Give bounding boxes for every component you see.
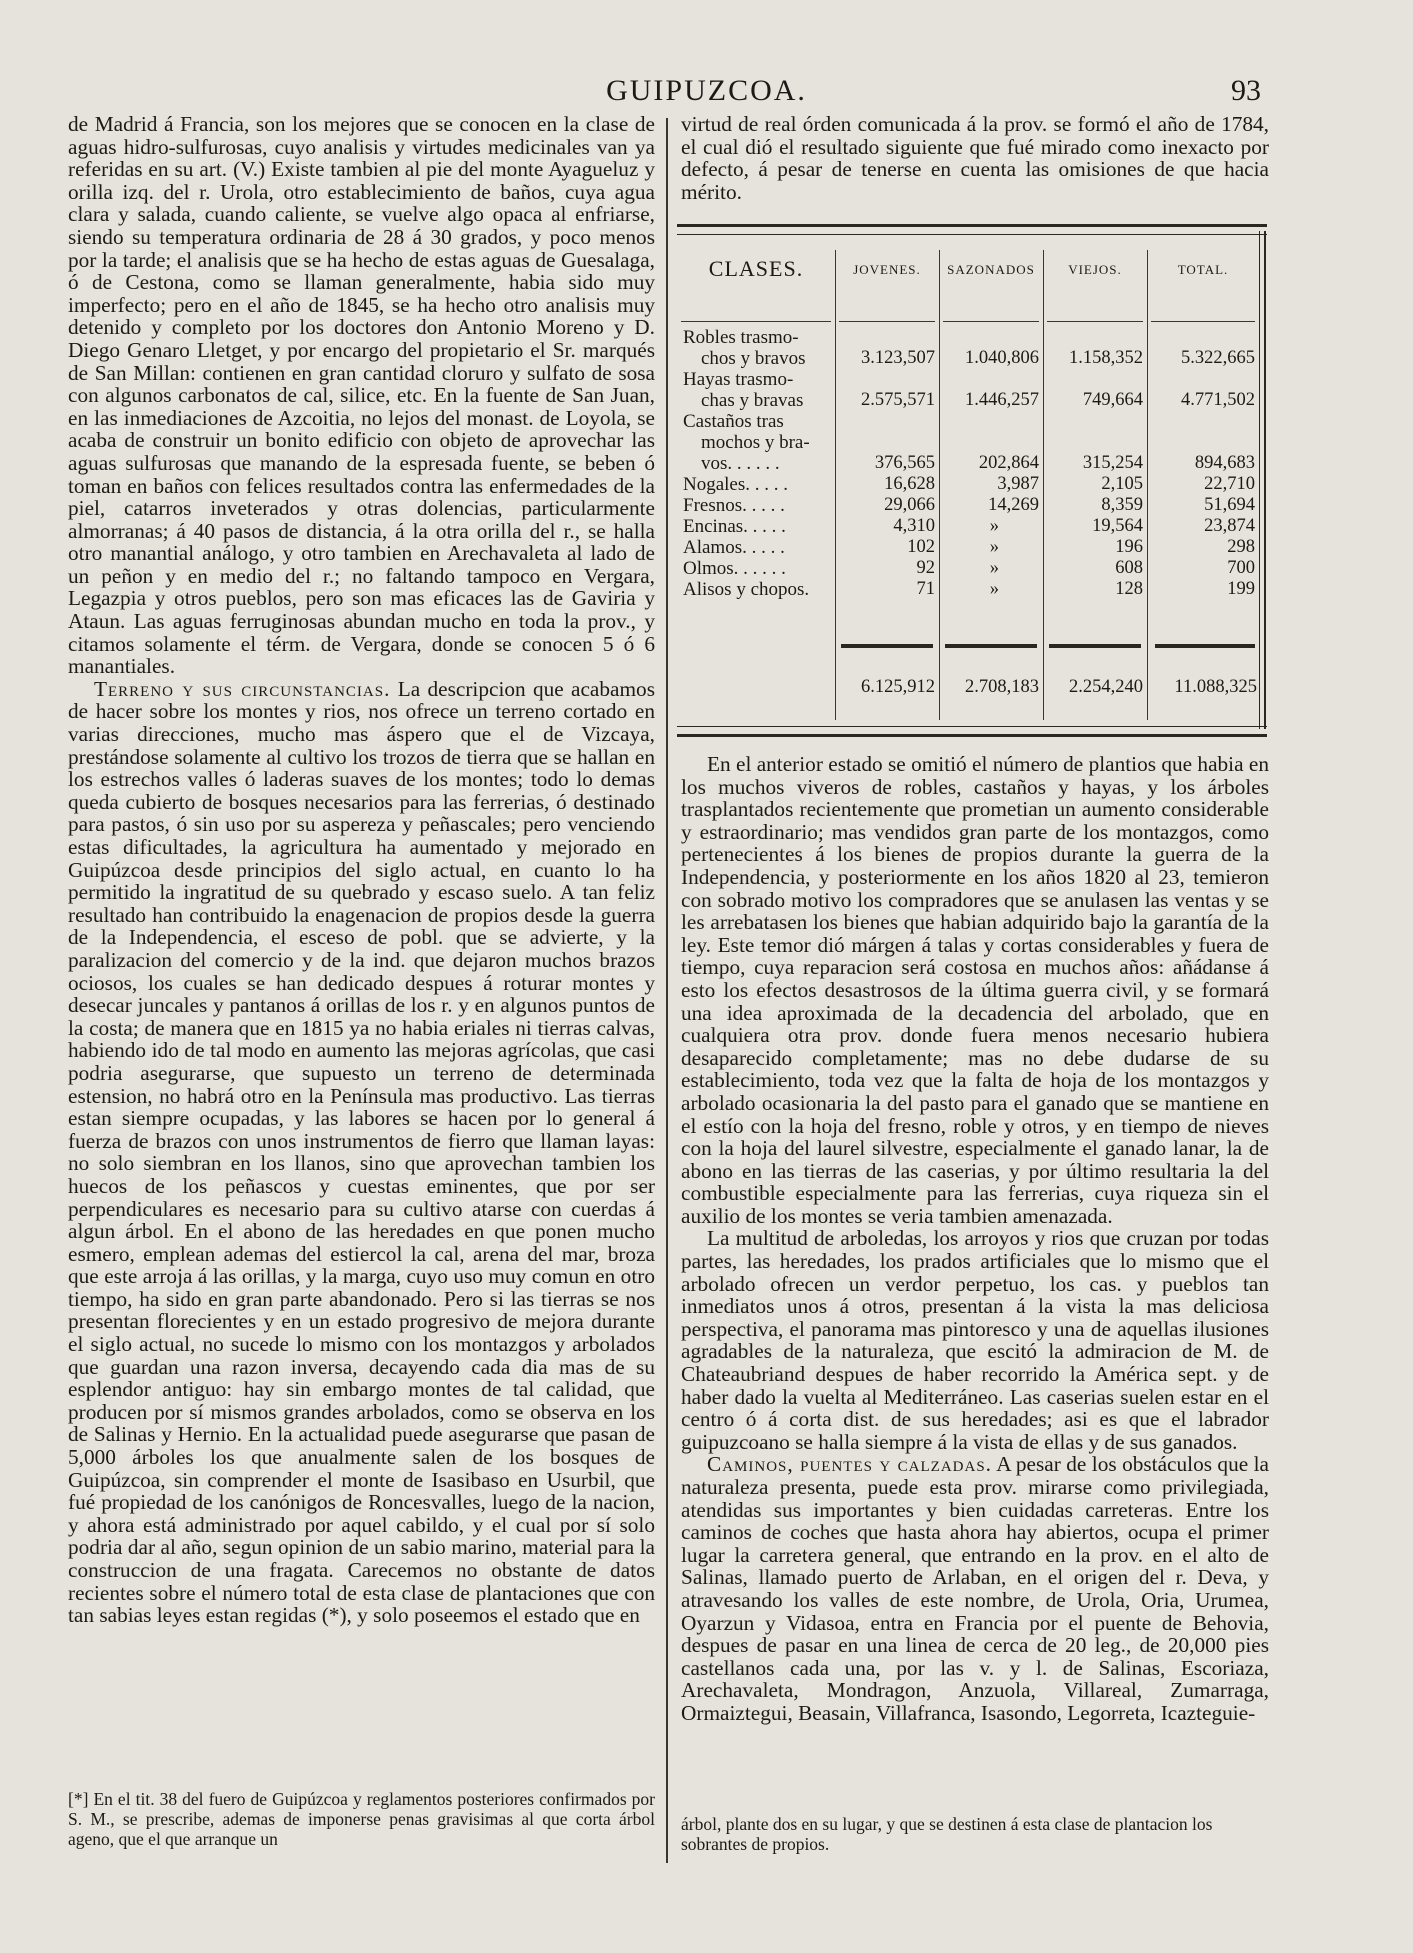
- table-cell: 22,710: [1204, 474, 1255, 494]
- table-cell: »: [989, 537, 999, 557]
- page-number: 93: [1231, 74, 1261, 107]
- header-total: TOTAL.: [1177, 262, 1229, 277]
- table-cell: 3.123,507: [861, 348, 935, 368]
- table-cell: 19,564: [1092, 516, 1143, 536]
- row-label: Encinas. . . . .: [683, 516, 786, 537]
- table-cell: 196: [1115, 537, 1143, 557]
- table-cell: 71: [916, 579, 935, 599]
- table-cell: 1.040,806: [965, 348, 1039, 368]
- paragraph-omitted-plantings: En el anterior estado se omitió el número de plantios que habia en los muchos viveros de robles, castaños y hayas, y los árboles trasplantados recientemente que prometian un aumento considerable y estraordinario; mas vendidos gran parte de los montazgos, como pertenecientes á los bienes de propios durante la guerra de la Independencia, y posteriormente en los años 1820 al 23, temieron con sobrado motivo los compradores que se anulasen las ventas y se les arrebatasen los bienes que habian adquirido bajo la garantía de la ley. Este temor dió márgen á talas y cortas considerables y fuera de tiempo, cuya reparacion será costosa en muchos años: añádanse á esto los efectos desastrosos de la última guerra civil, y se formará una idea aproximada de la decadencia del arbolado, que en cualquiera otra prov. donde fuera menos necesario hubiera desaparecido completamente; mas no debe dudarse de su establecimiento, toda vez que la falta de hoja de los montazgos y arbolado ocasionaria la del pasto para el ganado que se mantiene en el estío con la hoja del fresno, roble y otros, y en tiempo de nieves con la hoja del laurel silvestre, especialmente el ganado lanar, la de abono en las tierras de las caserias, y por último resultaria la del combustible especialmente para las ferrerias, cuya riqueza sin el auxilio de los montes se veria tambien amenazada.: [681, 752, 1269, 1228]
- row-label: Fresnos. . . . .: [683, 495, 785, 516]
- table-cell: 700: [1227, 558, 1255, 578]
- row-label: Alisos y chopos.: [683, 579, 810, 600]
- header-clases: CLASES.: [708, 256, 804, 281]
- table-cell: 3,987: [997, 474, 1039, 494]
- total-rule: [1155, 644, 1255, 648]
- paragraph-roads: [681, 1453, 1269, 1724]
- column-rule: [1147, 250, 1148, 720]
- table-cell: 102: [907, 537, 935, 557]
- header-viejos: VIEJOS.: [1068, 262, 1122, 277]
- total-cell: 6.125,912: [861, 677, 935, 697]
- total-cell: 2.708,183: [965, 677, 1039, 697]
- table-cell: 608: [1115, 558, 1143, 578]
- table-cell: 92: [916, 558, 935, 578]
- tree-census-table: [677, 224, 1267, 737]
- row-label: Robles trasmo- chos y bravos: [683, 327, 806, 369]
- section-text-roads: A pesar de los obstáculos que la naturaleza presenta, puede esta prov. mirarse como privilegiada, atendidas sus importantes y bien cuidadas carreteras. Entre los caminos de coches que hasta ahora hay abiertos, ocupa el primer lugar la carretera general, que entrando en la prov. en el alto de Salinas, llamado puerto de Arlaban, en el origen del r. Deva, y atravesando los valles de este nombre, de Urola, Oria, Urumea, Oyarzun y Vidasoa, entra en Francia por el puente de Behovia, despues de pasar en una linea de cerca de 20 leg., de 20,000 pies castellanos cada una, por las v. y l. de Salinas, Escoriaza, Arechavaleta, Mondragon, Anzuola, Villareal, Zumarraga, Ormaiztegui, Beasain, Villafranca, Isasondo, Legorreta, Icazteguie-: [681, 1452, 1269, 1725]
- paragraph-terrain: [68, 678, 655, 1627]
- table-cell: »: [989, 579, 999, 599]
- table-cell: 4,310: [893, 516, 935, 536]
- total-rule: [841, 644, 933, 648]
- paragraph-royal-order: virtud de real órden comunicada á la prov. se formó el año de 1784, el cual dió el resultado siguiente que fué mirado como inexacto por defecto, á pesar de tenerse en cuenta las omisiones de que hacia mérito.: [681, 112, 1269, 204]
- paragraph-landscape: La multitud de arboledas, los arroyos y rios que cruzan por todas partes, las heredades, los prados artificiales que lo mismo que el arbolado ofrecen un verdor perpetuo, los cas. y pueblos tan inmediatos unos á otros, presentan á la vista la mas deliciosa perspectiva, el panorama mas pintoresco y una de aquellas ilusiones agradables de la naturaleza, que escitó la admiracion de M. de Chateaubriand despues de haber recorrido la América sept. y de haber dado la vuelta al Mediterráneo. Las caserias suelen estar en el centro ó á corta dist. de sus heredades; asi es que el labrador guipuzcoano se halla siempre á la vista de ellas y de sus ganados.: [681, 1226, 1269, 1454]
- footnote-right: árbol, plante dos en su lugar, y que se destinen á esta clase de plantacion los sobrantes de propios.: [681, 1814, 1213, 1854]
- table-cell: 376,565: [874, 453, 935, 473]
- table-cell: 128: [1115, 579, 1143, 599]
- table-cell: 315,254: [1082, 453, 1143, 473]
- table-cell: 894,683: [1194, 453, 1255, 473]
- table-cell: »: [989, 558, 999, 578]
- table-cell: 51,694: [1204, 495, 1255, 515]
- section-heading-roads: Caminos, puentes y calzadas.: [707, 1452, 992, 1477]
- table-cell: 199: [1227, 579, 1255, 599]
- header-rule: [839, 321, 935, 322]
- table-cell: 16,628: [884, 474, 935, 494]
- header-rule: [681, 321, 831, 322]
- table-cell: 4.771,502: [1181, 390, 1255, 410]
- table-cell: 29,066: [884, 495, 935, 515]
- total-rule: [945, 644, 1037, 648]
- header-rule: [1047, 321, 1143, 322]
- total-cell: 2.254,240: [1069, 677, 1143, 697]
- header-jovenes: JOVENES.: [853, 262, 921, 277]
- right-column-top: [681, 113, 1269, 203]
- table-cell: 23,874: [1204, 516, 1255, 536]
- table-cell: 749,664: [1082, 390, 1143, 410]
- right-column-bottom: [681, 753, 1269, 1725]
- table-cell: 1.158,352: [1069, 348, 1143, 368]
- table-right-border: [1259, 231, 1266, 729]
- running-title: GUIPUZCOA.: [606, 74, 807, 107]
- table-top-border: [677, 224, 1267, 235]
- row-label: Alamos. . . . .: [683, 537, 785, 558]
- table-cell: 2,105: [1101, 474, 1143, 494]
- column-divider: [666, 118, 668, 1863]
- paragraph-mineral-waters: de Madrid á Francia, son los mejores que se conocen en la clase de aguas hidro-sulfurosas, cuyo analisis y virtudes medicinales van ya referidas en su art. (V.) Existe tambien al pie del monte Ayagueluz y orilla izq. del r. Urola, otro establecimiento de baños, cuya agua clara y salada, cuando caliente, se vuelve algo opaca al enfriarse, siendo su temperatura ordinaria de 28 á 30 grados, y poco menos por la tarde; el analisis que se ha hecho de estas aguas de Guesalaga, ó de Cestona, como se llaman generalmente, habia sido muy imperfecto; pero en el año de 1845, se ha hecho otro analisis muy detenido y completo por los doctores don Antonio Moreno y D. Diego Genaro Lletget, y por encargo del propietario el Sr. marqués de San Millan: contienen en gran cantidad cloruro y sulfato de sosa con algunos carbonatos de cal, silice, etc. En la fuente de San Juan, en las inmediaciones de Azcoitia, no lejos del monast. de Loyola, se acaba de construir un bonito edificio con objeto de aprovechar las aguas sulfurosas que manando de la espresada fuente, se beben ó toman en baños con felices resultados contra las enfermedades de la piel, catarros inveterados y otras dolencias, particularmente almorranas; á 40 pasos de distancia, á la otra orilla del r., se halla otro manantial análogo, y otro tambien en Arechavaleta al lado de un peñon y en medio del r.; no faltando tampoco en Vergara, Legazpia y otros pueblos, pero son mas eficaces las de Gaviria y Ataun. Las aguas ferruginosas abundan mucho en toda la prov., y citamos solamente el térm. de Vergara, donde se conocen 5 ó 6 manantiales.: [68, 112, 655, 679]
- left-column: [68, 113, 655, 1627]
- footnote-left: [*] En el tit. 38 del fuero de Guipúzcoa y reglamentos posteriores confirmados por S. M., se prescribe, ademas de imponerse penas gravisimas al que corta árbol ageno, que el que arranque un: [68, 1789, 655, 1849]
- table-cell: 8,359: [1101, 495, 1143, 515]
- total-rule: [1049, 644, 1141, 648]
- header-sazonados: SAZONADOS: [947, 262, 1035, 277]
- row-label: Nogales. . . . .: [683, 474, 789, 495]
- row-label: Olmos. . . . . .: [683, 558, 786, 579]
- table-cell: 2.575,571: [861, 390, 935, 410]
- section-heading-terrain: Terreno y sus circunstancias.: [94, 676, 391, 701]
- row-label: Castaños tras mochos y bra- vos. . . . . .: [683, 411, 810, 474]
- table-cell: 298: [1227, 537, 1255, 557]
- row-label: Hayas trasmo- chas y bravas: [683, 369, 804, 411]
- table-bottom-border: [677, 726, 1267, 737]
- table-cell: »: [989, 516, 999, 536]
- table-cell: 202,864: [978, 453, 1039, 473]
- table-cell: 14,269: [988, 495, 1039, 515]
- total-cell: 11.088,325: [1174, 677, 1257, 697]
- table-cell: 5.322,665: [1181, 348, 1255, 368]
- header-rule: [943, 321, 1039, 322]
- header-rule: [1151, 321, 1255, 322]
- section-text-terrain: La descripcion que acabamos de hacer sobre los montes y rios, nos ofrece un terreno cortado en varias direcciones, mucho mas áspero que el de Vizcaya, prestándose solamente al cultivo los trozos de tierra que se hallan en los estrechos valles ó laderas suaves de los montes; todo lo demas queda cubierto de bosques necesarios para las ferrerias, ó destinado para pastos, ó sin uso por su aspereza y peñascales; pero venciendo estas dificultades, la agricultura ha aumentado y mejorado en Guipúzcoa desde principios del siglo actual, en cuanto lo ha permitido la ingratitud de su quebrado y escaso suelo. A tan feliz resultado han contribuido la enagenacion de propios desde la guerra de la Independencia, el esceso de pobl. que se advierte, y la paralizacion del comercio y de la ind. que dejaron muchos brazos ociosos, los cuales se han dedicado despues á roturar montes y desecar juncales y pantanos á orillas de los r. y en algunos puntos de la costa; de manera que en 1815 ya no habia eriales ni tierras calvas, habiendo ido de tal modo en aumento las mejoras agrícolas, que casi podria asegurarse, que supuesto un terreno de determinada estension, no habrá otro en la Península mas productivo. Las tierras estan siempre ocupadas, y las labores se hacen por lo general á fuerza de brazos con unos instrumentos de fierro que llaman layas: no solo siembran en los llanos, sino que aprovechan tambien los huecos de los peñascos y cuestas eminentes, que por ser perpendiculares es necesario para su cultivo atarse con cuerdas á algun árbol. En el abono de las heredades en que ponen mucho esmero, emplean ademas del estiercol la cal, arena del mar, broza que este arroja á las orillas, y la marga, cuyo uso muy comun en otro tiempo, ha sido en gran parte abandonado. Pero si las tierras se nos presentan florecientes y en un estado progresivo de mejora durante el siglo actual, no sucede lo mismo con los montazgos y arbolados que guardan una razon inversa, decayendo cada dia mas de su esplendor antiguo: hay sin embargo montes de tal calidad, que producen por sí mismos grandes arbolados, como se observa en los de Salinas y Hernio. En la actualidad puede asegurarse que pasan de 5,000 árboles los que anualmente salen de los bosques de Guipúzcoa, sin comprender el monte de Isasibaso en Usurbil, que fué propiedad de los canónigos de Roncesvalles, luego de la nacion, y ahora está administrado por aquel cabildo, y el cual por sí solo podria dar al año, segun opinion de un sabio marino, material para la construccion de una fragata. Carecemos no obstante de datos recientes sobre el número total de esta clase de plantaciones que con tan sabias leyes estan regidas (*), y solo poseemos el estado que en: [68, 676, 655, 1628]
- table-cell: 1.446,257: [965, 390, 1039, 410]
